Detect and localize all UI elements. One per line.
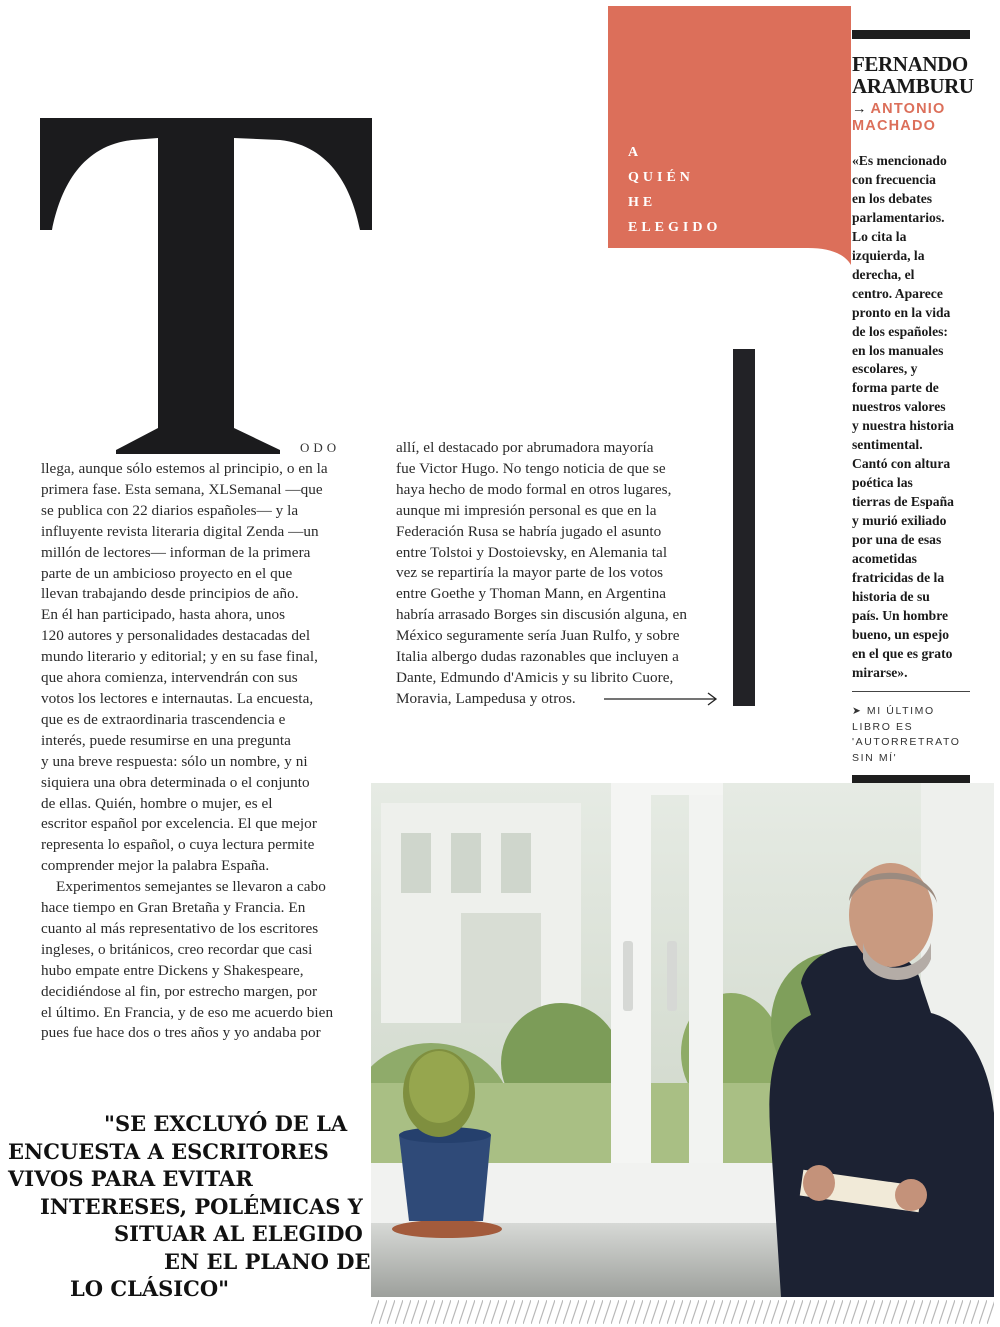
sidebar-author-name: [852, 53, 974, 97]
sidebar-quote-line: sentimental.: [852, 437, 923, 453]
sidebar-quote-line: centro. Aparece: [852, 285, 943, 301]
body-text-line: llevan trabajando desde principios de año.: [41, 585, 299, 603]
pull-quote-line: EN EL PLANO DE: [164, 1248, 371, 1274]
sidebar-quote-line: nuestros valores: [852, 399, 946, 415]
sidebar-quote-line: parlamentarios.: [852, 209, 945, 225]
last-book-line: LIBRO ES: [852, 720, 914, 733]
body-text-line: Moravia, Lampedusa y otros.: [396, 689, 576, 707]
author-photo: [371, 783, 994, 1297]
sidebar-quote-line: izquierda, la: [852, 247, 925, 263]
body-text-line: siquiera una obra determinada o el conjunto: [41, 773, 310, 791]
body-text-line: representa lo español, o cuya lectura permite: [41, 836, 315, 854]
pull-quote-line: LO CLÁSICO": [70, 1276, 230, 1301]
sidebar-quote: [852, 152, 974, 683]
end-arrow-icon: [604, 692, 720, 706]
sidebar-quote-line: Cantó con altura: [852, 456, 951, 472]
sidebar-quote-line: país. Un hombre: [852, 607, 949, 623]
body-text-line: que es de extraordinaria trascendencia e: [41, 710, 286, 728]
chosen-author-line: [852, 101, 946, 118]
body-text-line: habría arrasado Borges sin discusión alguna, en: [396, 606, 687, 624]
feature-box-title-line: A: [628, 145, 643, 160]
body-text-line: allí, el destacado por abrumadora mayoría: [396, 439, 654, 456]
sidebar-quote-line: en los manuales: [852, 342, 944, 358]
pull-quote-line: SITUAR AL ELEGIDO: [114, 1221, 363, 1246]
body-text-line: hace tiempo en Gran Bretaña y Francia. En: [41, 899, 306, 917]
feature-box-title: [628, 140, 721, 240]
body-text-line: aunque mi impresión personal es que en la: [396, 501, 657, 519]
body-text-line: vez se repartiría la mayor parte de los votos: [396, 564, 664, 582]
body-text-line: haya hecho de modo formal en otros lugares,: [396, 480, 672, 498]
sidebar-quote-line: con frecuencia: [852, 171, 936, 187]
sidebar-quote-line: historia de su: [852, 588, 930, 604]
feature-box-title-line: HE: [628, 195, 657, 210]
body-text-line: fue Victor Hugo. No tengo noticia de que se: [396, 459, 666, 477]
decorative-vertical-bar: [733, 349, 755, 706]
sidebar-quote-line: forma parte de: [852, 380, 939, 396]
sidebar-chosen-author: [852, 101, 946, 135]
sidebar-quote-line: acometidas: [852, 551, 917, 567]
sidebar-quote-line: y murió exiliado: [852, 513, 947, 529]
chosen-author-line: [852, 118, 946, 135]
sidebar-quote-line: mirarse».: [852, 664, 908, 680]
body-text-line: entre Tolstoi y Dostoievsky, en Alemania tal: [396, 543, 668, 561]
body-text-line: que ahora comienza, intervendrán con sus: [41, 669, 298, 687]
last-book-line: 'AUTORRETRATO: [852, 736, 961, 748]
sidebar-quote-line: derecha, el: [852, 266, 915, 282]
sidebar-quote-line: por una de esas: [852, 532, 942, 548]
sidebar-quote-line: bueno, un espejo: [852, 626, 950, 642]
sidebar-quote-line: fratricidas de la: [852, 569, 945, 585]
body-text-line: México seguramente sería Juan Rulfo, y sobre: [396, 627, 680, 645]
body-text-line: Experimentos semejantes se llevaron a cabo: [56, 878, 326, 896]
last-book-line: ➤ MI ÚLTIMO: [852, 705, 935, 717]
chosen-author-text: ANTONIO: [870, 101, 946, 117]
sidebar-quote-line: poética las: [852, 475, 913, 491]
article-column-2: [396, 438, 731, 710]
sidebar-top-rule: [852, 30, 970, 39]
sidebar-quote-line: en los debates: [852, 190, 933, 206]
body-text-line: mundo literario y editorial; y en su fase final,: [41, 648, 318, 666]
article-column-1: [41, 459, 371, 1044]
body-text-line: interés, puede resumirse en una pregunta: [41, 731, 291, 749]
body-text-line: decidiéndose al fin, por estrecho margen, por: [41, 982, 318, 1000]
body-text-line: votos los lectores e internautas. La encuesta,: [41, 689, 314, 707]
body-text-line: el último. En Francia, y de eso me acuerdo bien: [41, 1003, 334, 1021]
body-text-line: primera fase. Esta semana, XLSemanal —que: [41, 480, 323, 498]
body-text-line: comprender mejor la palabra España.: [41, 857, 270, 875]
body-text-line: influyente revista literaria digital Zenda —un: [41, 522, 319, 540]
body-text-line: entre Goethe y Thoman Mann, en Argentina: [396, 585, 667, 603]
feature-box-title-line: QUIÉN: [628, 170, 694, 185]
sidebar-quote-line: tierras de España: [852, 494, 954, 510]
body-text-line: pues fue hace dos o tres años y yo andaba por: [41, 1024, 321, 1042]
pull-quote-line: ENCUESTA A ESCRITORES: [8, 1138, 329, 1164]
body-text-line: hubo empate entre Dickens y Shakespeare,: [41, 961, 304, 979]
pull-quote-line: "SE EXCLUYÓ DE LA: [104, 1111, 348, 1136]
sidebar-quote-line: «Es mencionado: [852, 153, 947, 168]
sidebar-quote-line: en el que es grato: [852, 645, 953, 661]
body-text-line: se publica con 22 diarios españoles— y la: [41, 501, 299, 519]
author-name-line: ARAMBURU: [852, 74, 974, 98]
chosen-author-text: MACHADO: [852, 118, 937, 134]
body-text-line: 120 autores y personalidades destacadas del: [41, 627, 311, 645]
drop-cap-continuation: ODO: [300, 440, 341, 455]
sidebar-quote-line: y nuestra historia: [852, 418, 954, 434]
sidebar-last-book: [852, 704, 961, 766]
arrow-right-icon: →: [852, 101, 867, 117]
feature-box-tab: [808, 247, 851, 265]
body-text-line: Italia albergo dudas razonables que incluyen a: [396, 648, 679, 666]
feature-box-title-line: ELEGIDO: [628, 220, 722, 235]
pull-quote: [8, 1110, 370, 1303]
body-text-line: parte de un ambicioso proyecto en el que: [41, 564, 293, 582]
body-text-line: y una breve respuesta: sólo un nombre, y ni: [41, 752, 308, 770]
body-text-line: llega, aunque sólo estemos al principio, o en la: [41, 460, 328, 477]
pull-quote-line: VIVOS PARA EVITAR: [8, 1166, 253, 1191]
sidebar-quote-line: escolares, y: [852, 361, 918, 377]
sidebar-divider: [852, 691, 970, 692]
last-book-line: SIN MÍ': [852, 751, 898, 764]
sidebar-quote-line: Lo cita la: [852, 228, 907, 244]
body-text-line: Dante, Edmundo d'Amicis y su librito Cuore,: [396, 668, 674, 686]
author-name-line: FERNANDO: [852, 52, 968, 76]
body-text-line: cuanto al más representativo de los escritores: [41, 919, 319, 937]
drop-cap-letter: [40, 118, 372, 454]
sidebar-quote-line: de los españoles:: [852, 323, 948, 339]
body-text-line: de ellas. Quién, hombre o mujer, es el: [41, 794, 273, 812]
body-text-line: Federación Rusa se habría jugado el asunto: [396, 522, 662, 540]
body-text-line: ingleses, o británicos, creo recordar que casi: [41, 940, 313, 958]
body-text-line: millón de lectores— informan de la primera: [41, 543, 311, 561]
pull-quote-line: INTERESES, POLÉMICAS Y: [40, 1193, 363, 1219]
body-text-line: En él han participado, hasta ahora, unos: [41, 606, 286, 624]
body-text-line: escritor español por excelencia. El que mejor: [41, 815, 317, 833]
sidebar-quote-line: pronto en la vida: [852, 304, 951, 320]
photo-bottom-hatch: [371, 1300, 994, 1324]
